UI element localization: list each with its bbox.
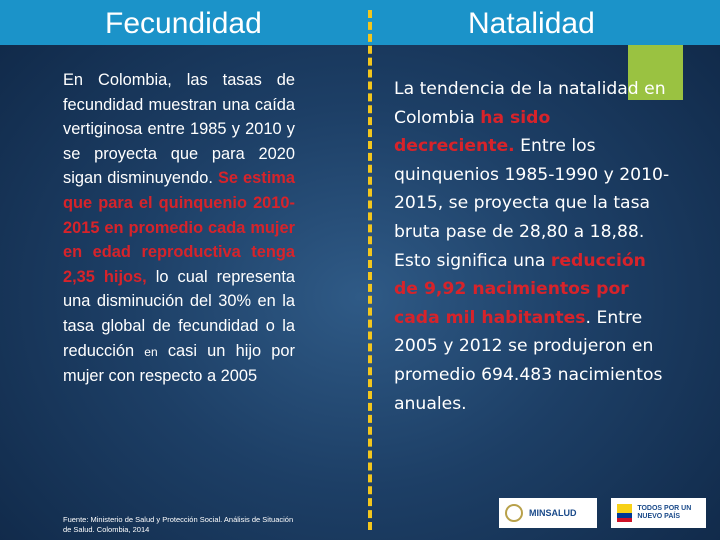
natalidad-intro: La tendencia de la natalidad en Colombia (394, 79, 666, 128)
fecundidad-small-word: en (144, 344, 158, 359)
seal-icon (505, 504, 523, 522)
natalidad-end: . Entre 2005 y 2012 se produjeron en promedio 694.483 nacimientos anuales. (394, 307, 663, 414)
fecundidad-end: casi un hijo por mujer con respecto a 2005 (63, 341, 295, 386)
natalidad-body: Entre los quinquenios 1985-1990 y 2010-2015, se proyecta que la tasa bruta pase de 28,80 a 18,88. Esto significa una (394, 136, 670, 271)
fecundidad-intro: En Colombia, las tasas de fecundidad muestran una caída vertiginosa entre 1985 y 2010 y se proyecta que para 2020 sigan disminuyendo. (63, 71, 295, 188)
nuevo-pais-logo (611, 498, 706, 528)
natalidad-highlight-2: reducción de 9,92 nacimientos por cada mil habitantes (394, 250, 646, 328)
fecundidad-body: lo cual representa una disminución del 30% en la tasa global de fecundidad o la reducción (63, 267, 295, 360)
dashed-divider (368, 10, 372, 530)
source-note: Fuente: Ministerio de Salud y Protección Social. Análisis de Situación de Salud. Colombia, 2014 (63, 515, 294, 534)
natalidad-highlight-1: ha sido decreciente. (394, 107, 551, 157)
minsalud-logo (499, 498, 597, 528)
minsalud-logo-text: MINSALUD (529, 508, 577, 518)
heading-natalidad: Natalidad (468, 7, 595, 40)
fecundidad-highlight: Se estima que para el quinquenio 2010-2015 en promedio cada mujer en edad reproductiva tenga 2,35 hijos, (63, 169, 295, 286)
nuevo-pais-logo-text: TODOS POR UN NUEVO PAÍS (637, 505, 692, 520)
heading-fecundidad: Fecundidad (105, 7, 262, 40)
natalidad-text (394, 75, 674, 418)
flag-icon (617, 504, 632, 522)
fecundidad-text (63, 68, 295, 389)
